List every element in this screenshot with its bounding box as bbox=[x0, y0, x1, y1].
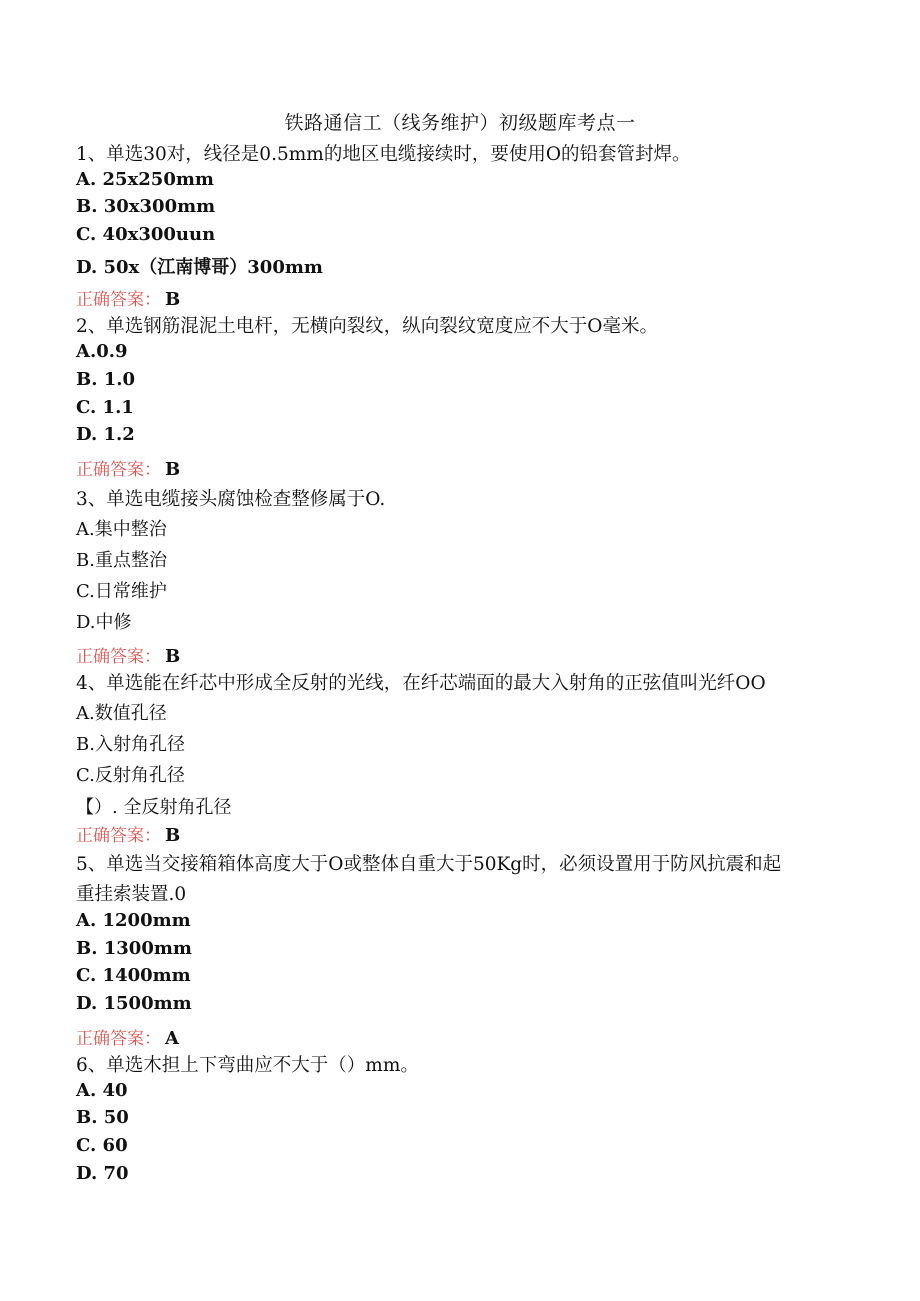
option: B.入射角孔径 bbox=[76, 734, 185, 755]
option: B. 30x300mm bbox=[76, 196, 216, 217]
question-text: 6、单选木担上下弯曲应不大于（）mm。 bbox=[76, 1055, 419, 1076]
option: A. 1200mm bbox=[76, 910, 191, 931]
answer-label: 正确答案： bbox=[76, 826, 161, 846]
answer-line bbox=[76, 642, 180, 667]
answer-line bbox=[76, 821, 180, 846]
answer-value: B bbox=[165, 825, 181, 846]
option: D. 1.2 bbox=[76, 424, 135, 445]
question-text: 5、单选当交接箱箱体高度大于O或整体自重大于50Kg时，必须设置用于防风抗震和起 bbox=[76, 854, 782, 875]
answer-value: B bbox=[165, 289, 181, 310]
document-title: 铁路通信工（线务维护）初级题库考点一 bbox=[284, 112, 636, 134]
answer-label: 正确答案： bbox=[76, 460, 161, 480]
option: A. 25x250mm bbox=[76, 169, 214, 190]
answer-label: 正确答案： bbox=[76, 647, 161, 667]
answer-value: B bbox=[165, 459, 181, 480]
question-text: 4、单选能在纤芯中形成全反射的光线，在纤芯端面的最大入射角的正弦值叫光纤OO bbox=[76, 673, 766, 694]
option: A.0.9 bbox=[76, 341, 128, 362]
option: C. 40x300uun bbox=[76, 224, 216, 245]
option: A.数值孔径 bbox=[76, 703, 167, 724]
answer-value: B bbox=[165, 646, 181, 667]
option: D. 70 bbox=[76, 1163, 129, 1184]
answer-label: 正确答案： bbox=[76, 1029, 161, 1049]
option: C. 60 bbox=[76, 1135, 128, 1156]
option: A.集中整治 bbox=[76, 519, 167, 540]
option: C.日常维护 bbox=[76, 581, 167, 602]
option: C. 1.1 bbox=[76, 397, 134, 418]
answer-line bbox=[76, 455, 180, 480]
option: D. 50x（江南博哥）300mm bbox=[76, 257, 323, 278]
question-text: 1、单选30对，线径是0.5mm的地区电缆接续时，要使用O的铅套管封焊。 bbox=[76, 144, 691, 165]
option: C.反射角孔径 bbox=[76, 765, 185, 786]
option: D. 1500mm bbox=[76, 993, 192, 1014]
option: B.重点整治 bbox=[76, 550, 167, 571]
option: C. 1400mm bbox=[76, 965, 191, 986]
question-text: 3、单选电缆接头腐蚀检查整修属于O. bbox=[76, 489, 386, 510]
question-text-continued: 重挂索装置.0 bbox=[76, 884, 187, 905]
option: B. 1300mm bbox=[76, 938, 192, 959]
answer-line bbox=[76, 285, 180, 310]
answer-line bbox=[76, 1024, 179, 1049]
question-text: 2、单选钢筋混泥土电杆，无横向裂纹，纵向裂纹宽度应不大于O毫米。 bbox=[76, 316, 658, 337]
option: B. 1.0 bbox=[76, 369, 136, 390]
option: 【）. 全反射角孔径 bbox=[76, 797, 232, 818]
answer-label: 正确答案： bbox=[76, 290, 161, 310]
option: D.中修 bbox=[76, 612, 132, 633]
option: A. 40 bbox=[76, 1080, 128, 1101]
option: B. 50 bbox=[76, 1107, 129, 1128]
answer-value: A bbox=[165, 1028, 179, 1049]
